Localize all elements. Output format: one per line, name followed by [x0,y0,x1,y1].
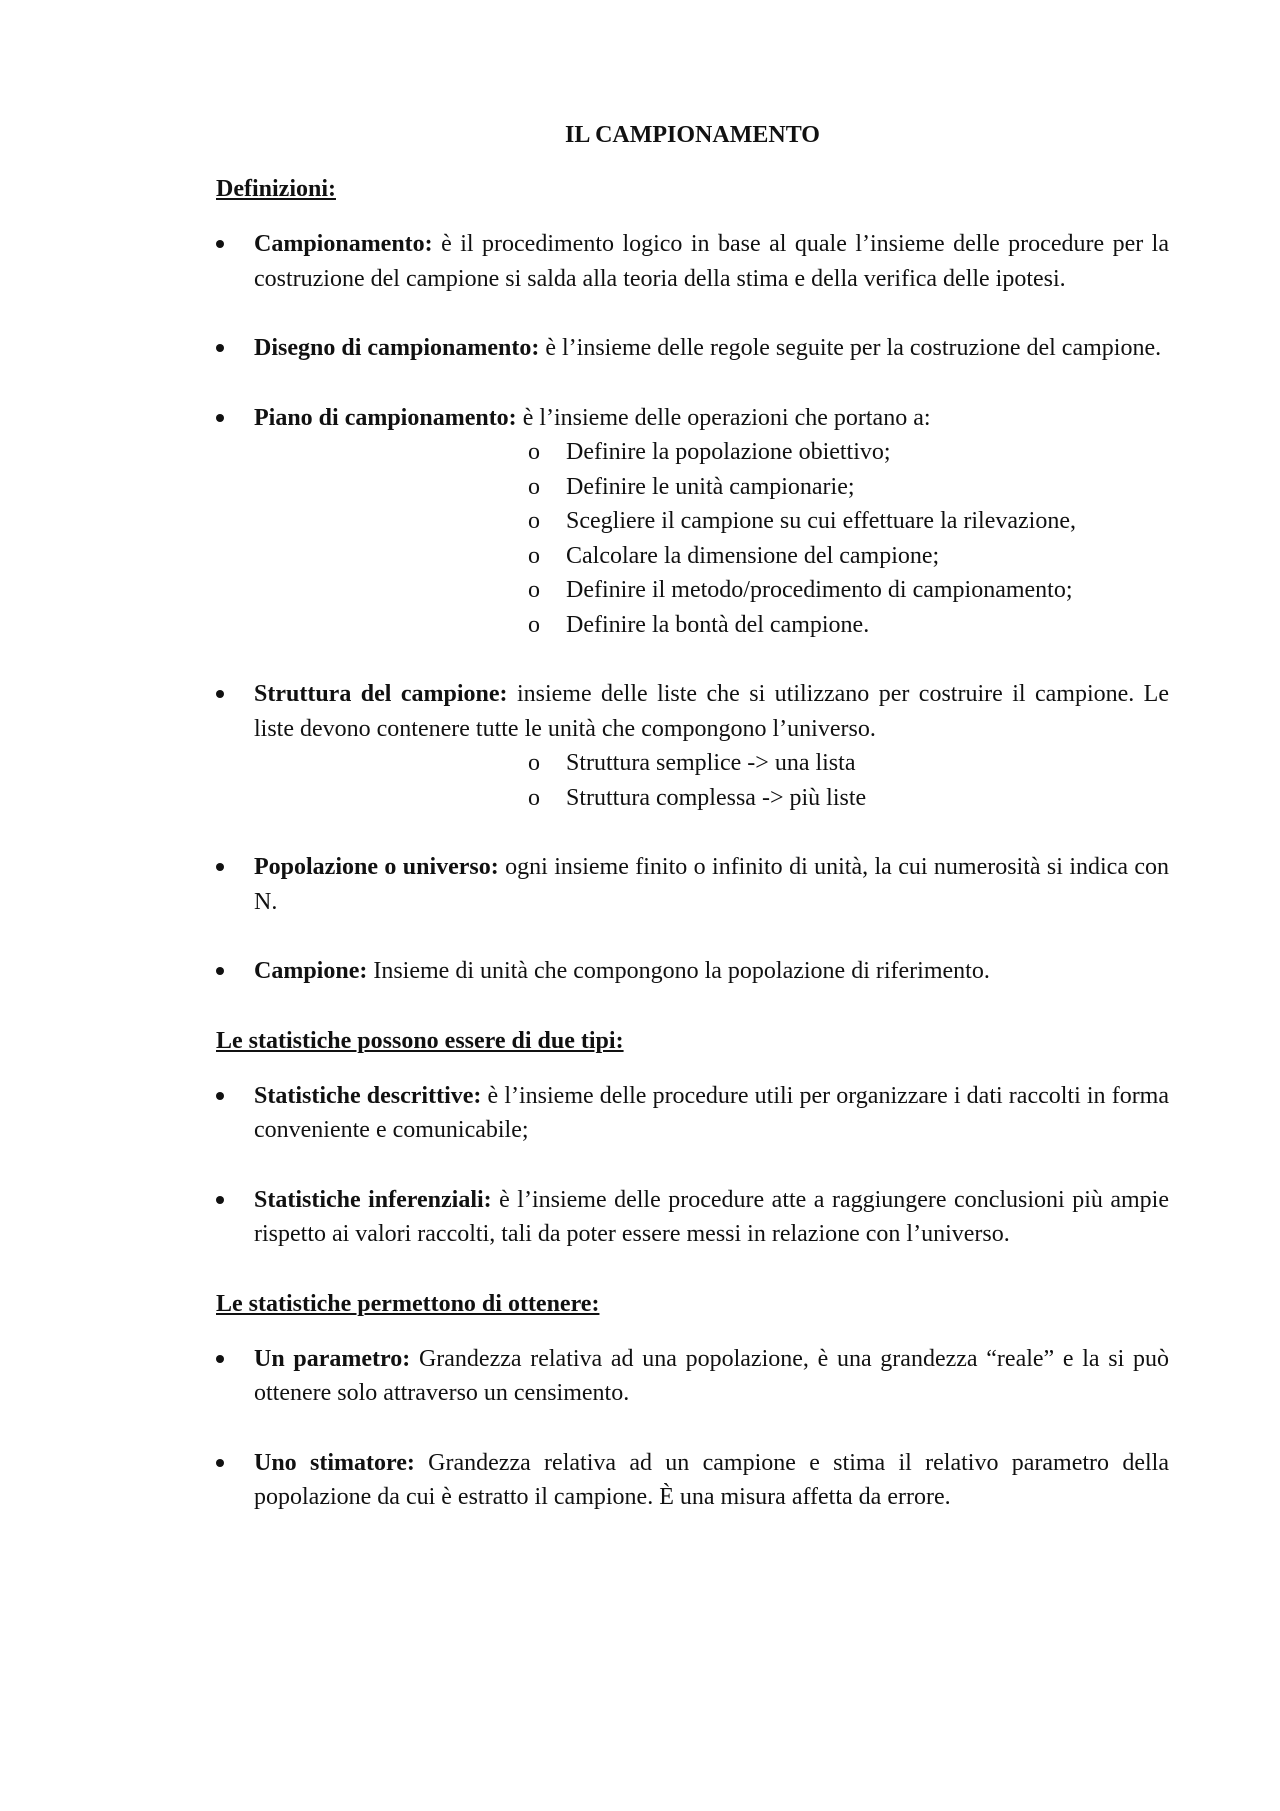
sub-list-item: o Scegliere il campione su cui effettuare la rilevazione, [528,504,1169,539]
circle-bullet-icon: o [528,542,540,569]
definition-text: è l’insieme delle procedure atte a raggiungere conclusioni più ampie rispetto ai valori raccolti, tali da poter essere messi in relazione con l’universo. [254,1186,1169,1247]
term: Uno stimatore: [254,1449,415,1476]
list-item [216,227,1169,296]
term: Campione: [254,958,368,984]
list-item [216,1079,1169,1148]
definition-text: ogni insieme finito o infinito di unità, la cui numerosità si indica con N. [254,854,1170,915]
sub-list-item: o Definire il metodo/procedimento di campionamento; [528,573,1169,608]
sub-list-item: o Struttura semplice -> una lista [528,746,1169,781]
document-page [216,118,1169,1550]
circle-bullet-icon: o [528,784,540,811]
sub-list-item: o Definire la bontà del campione. [528,608,1169,643]
sub-list-item: o Calcolare la dimensione del campione; [528,539,1169,574]
term: Statistiche descrittive: [254,1082,482,1109]
definition-text: è il procedimento logico in base al quale l’insieme delle procedure per la costruzione del campione si salda alla teoria della stima e della verifica delle ipotesi. [254,231,1169,292]
term: Piano di campionamento: [254,404,517,431]
definition-text: Grandezza relativa ad una popolazione, è una grandezza “reale” e la si può ottenere solo attraverso un censimento. [254,1345,1169,1406]
circle-bullet-icon: o [528,439,540,465]
definition-text: è l’insieme delle operazioni che portano a: [516,404,931,431]
list-item [216,1183,1169,1252]
definition-text: è l’insieme delle regole seguite per la costruzione del campione. [539,335,1162,361]
section-heading: Le statistiche possono essere di due tipi: [216,1027,624,1054]
list-item [216,954,1169,989]
definition-list [216,1079,1169,1252]
term: Popolazione o universo: [254,854,499,880]
list-item [216,850,1169,919]
definition-list [216,1342,1169,1515]
list-item [216,677,1169,815]
definition-text: Insieme di unità che compongono la popolazione di riferimento. [367,958,990,984]
section-statistiche-ottenere [216,1287,1169,1515]
list-item [216,331,1169,366]
list-item [216,401,1169,643]
circle-bullet-icon: o [528,577,540,603]
term: Campionamento: [254,231,433,257]
circle-bullet-icon: o [528,508,540,534]
sub-list-item: o Struttura complessa -> più liste [528,781,1169,816]
sub-list-item: o Definire la popolazione obiettivo; [528,435,1169,470]
definition-text: è l’insieme delle procedure utili per organizzare i dati raccolti in forma conveniente e comunicabile; [254,1082,1170,1143]
document-title: IL CAMPIONAMENTO [565,122,820,148]
definition-text: Grandezza relativa ad un campione e stima il relativo parametro della popolazione da cui è estratto il campione. È una misura affetta da errore. [254,1449,1169,1510]
definition-text: insieme delle liste che si utilizzano per costruire il campione. Le liste devono contenere tutte le unità che compongono l’universo. [254,681,1169,742]
term: Disegno di campionamento: [254,335,540,361]
sub-list [254,435,1169,642]
definition-list [216,227,1169,989]
circle-bullet-icon: o [528,611,540,638]
section-heading: Definizioni: [216,176,336,202]
term: Statistiche inferenziali: [254,1186,492,1213]
list-item [216,1446,1169,1515]
sub-list [254,746,1169,815]
circle-bullet-icon: o [528,750,540,776]
term: Un parametro: [254,1345,411,1372]
section-tipi-statistiche [216,1024,1169,1252]
section-definizioni [216,172,1169,989]
sub-list-item: o Definire le unità campionarie; [528,470,1169,505]
list-item [216,1342,1169,1411]
circle-bullet-icon: o [528,473,540,500]
term: Struttura del campione: [254,681,508,707]
section-heading: Le statistiche permettono di ottenere: [216,1290,600,1317]
